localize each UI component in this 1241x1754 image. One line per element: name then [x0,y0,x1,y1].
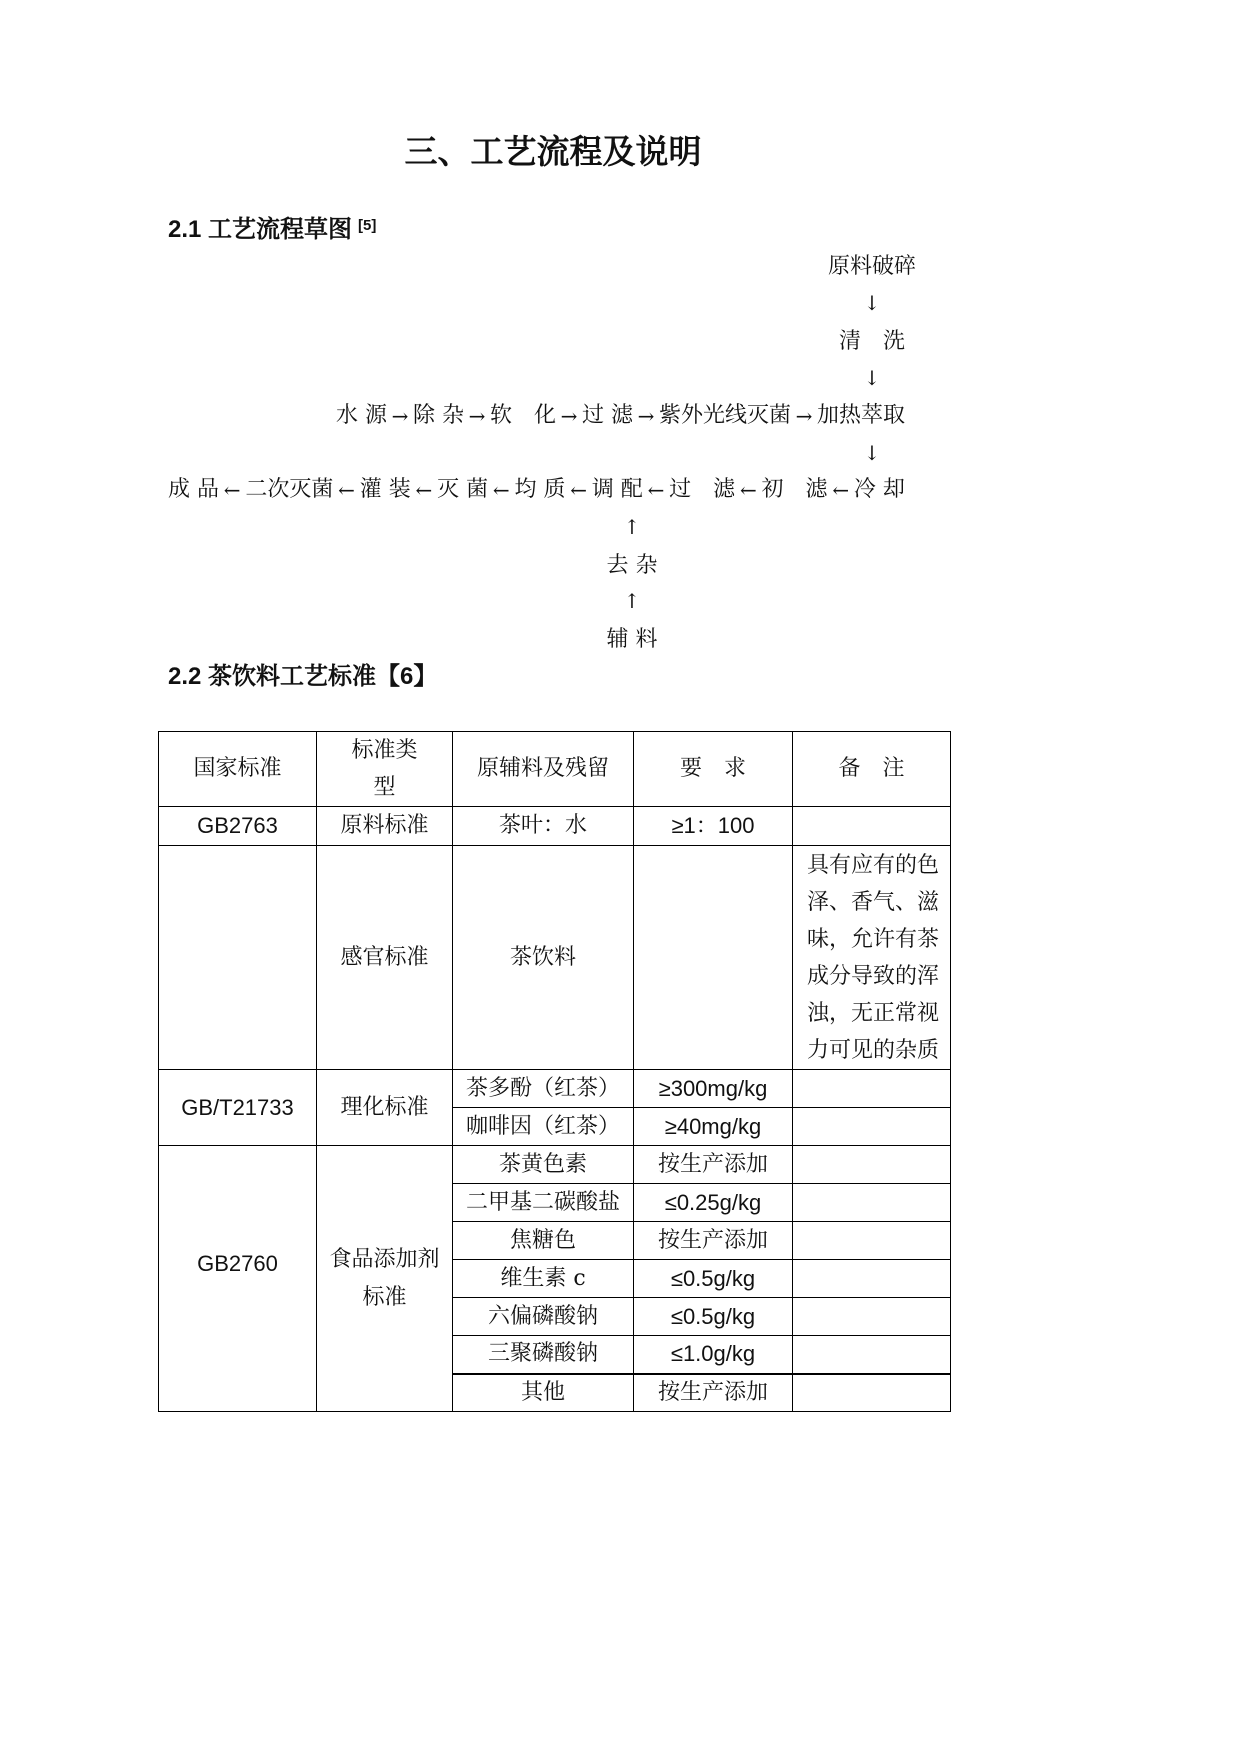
table-row [159,1070,951,1108]
cell-requirement: ≤0.25g/kg [634,1184,793,1222]
flow-arrow-left-icon: ← [223,478,241,502]
flow-arrow-down-icon: ↓ [863,366,881,390]
flow-step-uv-sterilization: 紫外光线灭菌 [658,403,791,428]
flow-step-primary-filtration: 初 滤 [761,477,828,502]
cell-requirement: 按生产添加 [634,1222,793,1260]
cell-material: 茶黄色素 [453,1146,634,1184]
cell-standard-type: 原料标准 [317,807,453,846]
cell-remark [793,1184,951,1222]
flow-arrow-left-icon: ← [832,478,850,502]
cell-requirement: ≥1：100 [634,807,793,846]
flow-step-water-source: 水 源 [336,403,387,428]
cell-remark [793,1222,951,1260]
cell-material: 其他 [453,1374,634,1412]
cell-standard-type: 理化标准 [317,1070,453,1146]
flow-arrow-up-icon: ↑ [623,589,641,613]
cell-material: 焦糖色 [453,1222,634,1260]
flow-arrow-left-icon: ← [647,478,665,502]
cell-remark [793,1374,951,1412]
flow-step-homogenization: 均 质 [514,477,566,502]
flow-step-heat-extraction: 加热萃取 [816,403,905,428]
cell-material: 茶饮料 [453,846,634,1070]
section-heading-flow-sketch [168,214,376,246]
flow-step-sterilization: 灭 菌 [437,477,489,502]
section-heading-text: 2.1 工艺流程草图 [168,216,353,243]
flow-step-filling: 灌 装 [359,477,411,502]
cell-standard-type [317,1146,453,1412]
flow-arrow-right-icon: → [468,404,486,428]
cell-remark [793,807,951,846]
flow-arrow-left-icon: ← [492,478,510,502]
table-body [159,732,951,1412]
flow-arrow-right-icon: → [560,404,578,428]
flow-arrow-right-icon: → [391,404,409,428]
flow-arrow-right-icon: → [637,404,655,428]
flow-arrow-left-icon: ← [570,478,588,502]
tea-beverage-standards-table [158,731,951,1412]
cell-material: 二甲基二碳酸盐 [453,1184,634,1222]
flow-arrow-left-icon: ← [415,478,433,502]
flow-step-cooling: 冷 却 [853,477,905,502]
cell-requirement: ≥300mg/kg [634,1070,793,1108]
flow-arrow-left-icon: ← [739,478,757,502]
cell-material: 维生素 c [453,1260,634,1298]
header-remark: 备 注 [793,732,951,807]
header-material-residue: 原辅料及残留 [453,732,634,807]
cell-requirement [634,846,793,1070]
flow-step-softening: 软 化 [489,403,556,428]
flow-step-washing: 清 洗 [838,329,905,354]
header-national-standard: 国家标准 [159,732,317,807]
cell-national-standard [159,846,317,1070]
cell-national-standard: GB2760 [159,1146,317,1412]
flow-step-secondary-sterilization: 二次灭菌 [245,477,334,502]
cell-remark-text: 具有应有的色泽、香气、滋味，允许有茶成分导致的浑浊，无正常视力可见的杂质 [807,852,940,1063]
flow-arrow-up-icon: ↑ [623,515,641,539]
cell-national-standard: GB/T21733 [159,1070,317,1146]
cell-remark [793,1146,951,1184]
flow-arrow-down-icon: ↓ [863,441,881,465]
cell-remark [793,846,951,1070]
cell-material: 茶叶：水 [453,807,634,846]
flow-row-product-processing [168,475,905,505]
cell-requirement: ≤1.0g/kg [634,1336,793,1374]
flow-row-water-treatment [336,401,905,431]
cell-national-standard: GB2763 [159,807,317,846]
header-standard-type-label: 标准类型 [351,738,418,800]
cell-material: 咖啡因（红茶） [453,1108,634,1146]
cell-standard-type-label: 食品添加剂标准 [329,1246,440,1310]
cell-requirement: 按生产添加 [634,1374,793,1412]
flow-step-impurity-removal: 除 杂 [412,403,464,428]
flow-step-blending: 调 配 [591,477,643,502]
flow-step-auxiliary-material: 辅 料 [606,627,658,652]
table-row [159,1146,951,1184]
table-row [159,846,951,1070]
page-title: 三、工艺流程及说明 [404,132,702,171]
cell-remark [793,1260,951,1298]
flow-arrow-right-icon: → [795,404,813,428]
header-requirement: 要 求 [634,732,793,807]
cell-remark [793,1298,951,1336]
cell-remark [793,1070,951,1108]
cell-material: 茶多酚（红茶） [453,1070,634,1108]
cell-material: 六偏磷酸钠 [453,1298,634,1336]
section-heading-standards: 2.2 茶饮料工艺标准【6】 [168,663,438,690]
cell-requirement: ≥40mg/kg [634,1108,793,1146]
flow-arrow-left-icon: ← [338,478,355,502]
cell-remark [793,1108,951,1146]
flow-step-filtration-fine: 过 滤 [669,477,736,502]
cell-requirement: ≤0.5g/kg [634,1298,793,1336]
flow-arrow-down-icon: ↓ [863,291,881,315]
flow-step-raw-material-crushing: 原料破碎 [827,254,916,279]
cell-material: 三聚磷酸钠 [453,1336,634,1374]
citation-mark: [5] [358,217,377,234]
header-standard-type [317,732,453,807]
cell-standard-type: 感官标准 [317,846,453,1070]
flow-step-aux-impurity-removal: 去 杂 [606,553,658,578]
cell-remark [793,1336,951,1374]
cell-requirement: ≤0.5g/kg [634,1260,793,1298]
flow-step-filtration: 过 滤 [581,403,633,428]
cell-requirement: 按生产添加 [634,1146,793,1184]
flow-step-finished-product: 成 品 [168,477,219,502]
table-row [159,807,951,846]
table-header-row [159,732,951,807]
